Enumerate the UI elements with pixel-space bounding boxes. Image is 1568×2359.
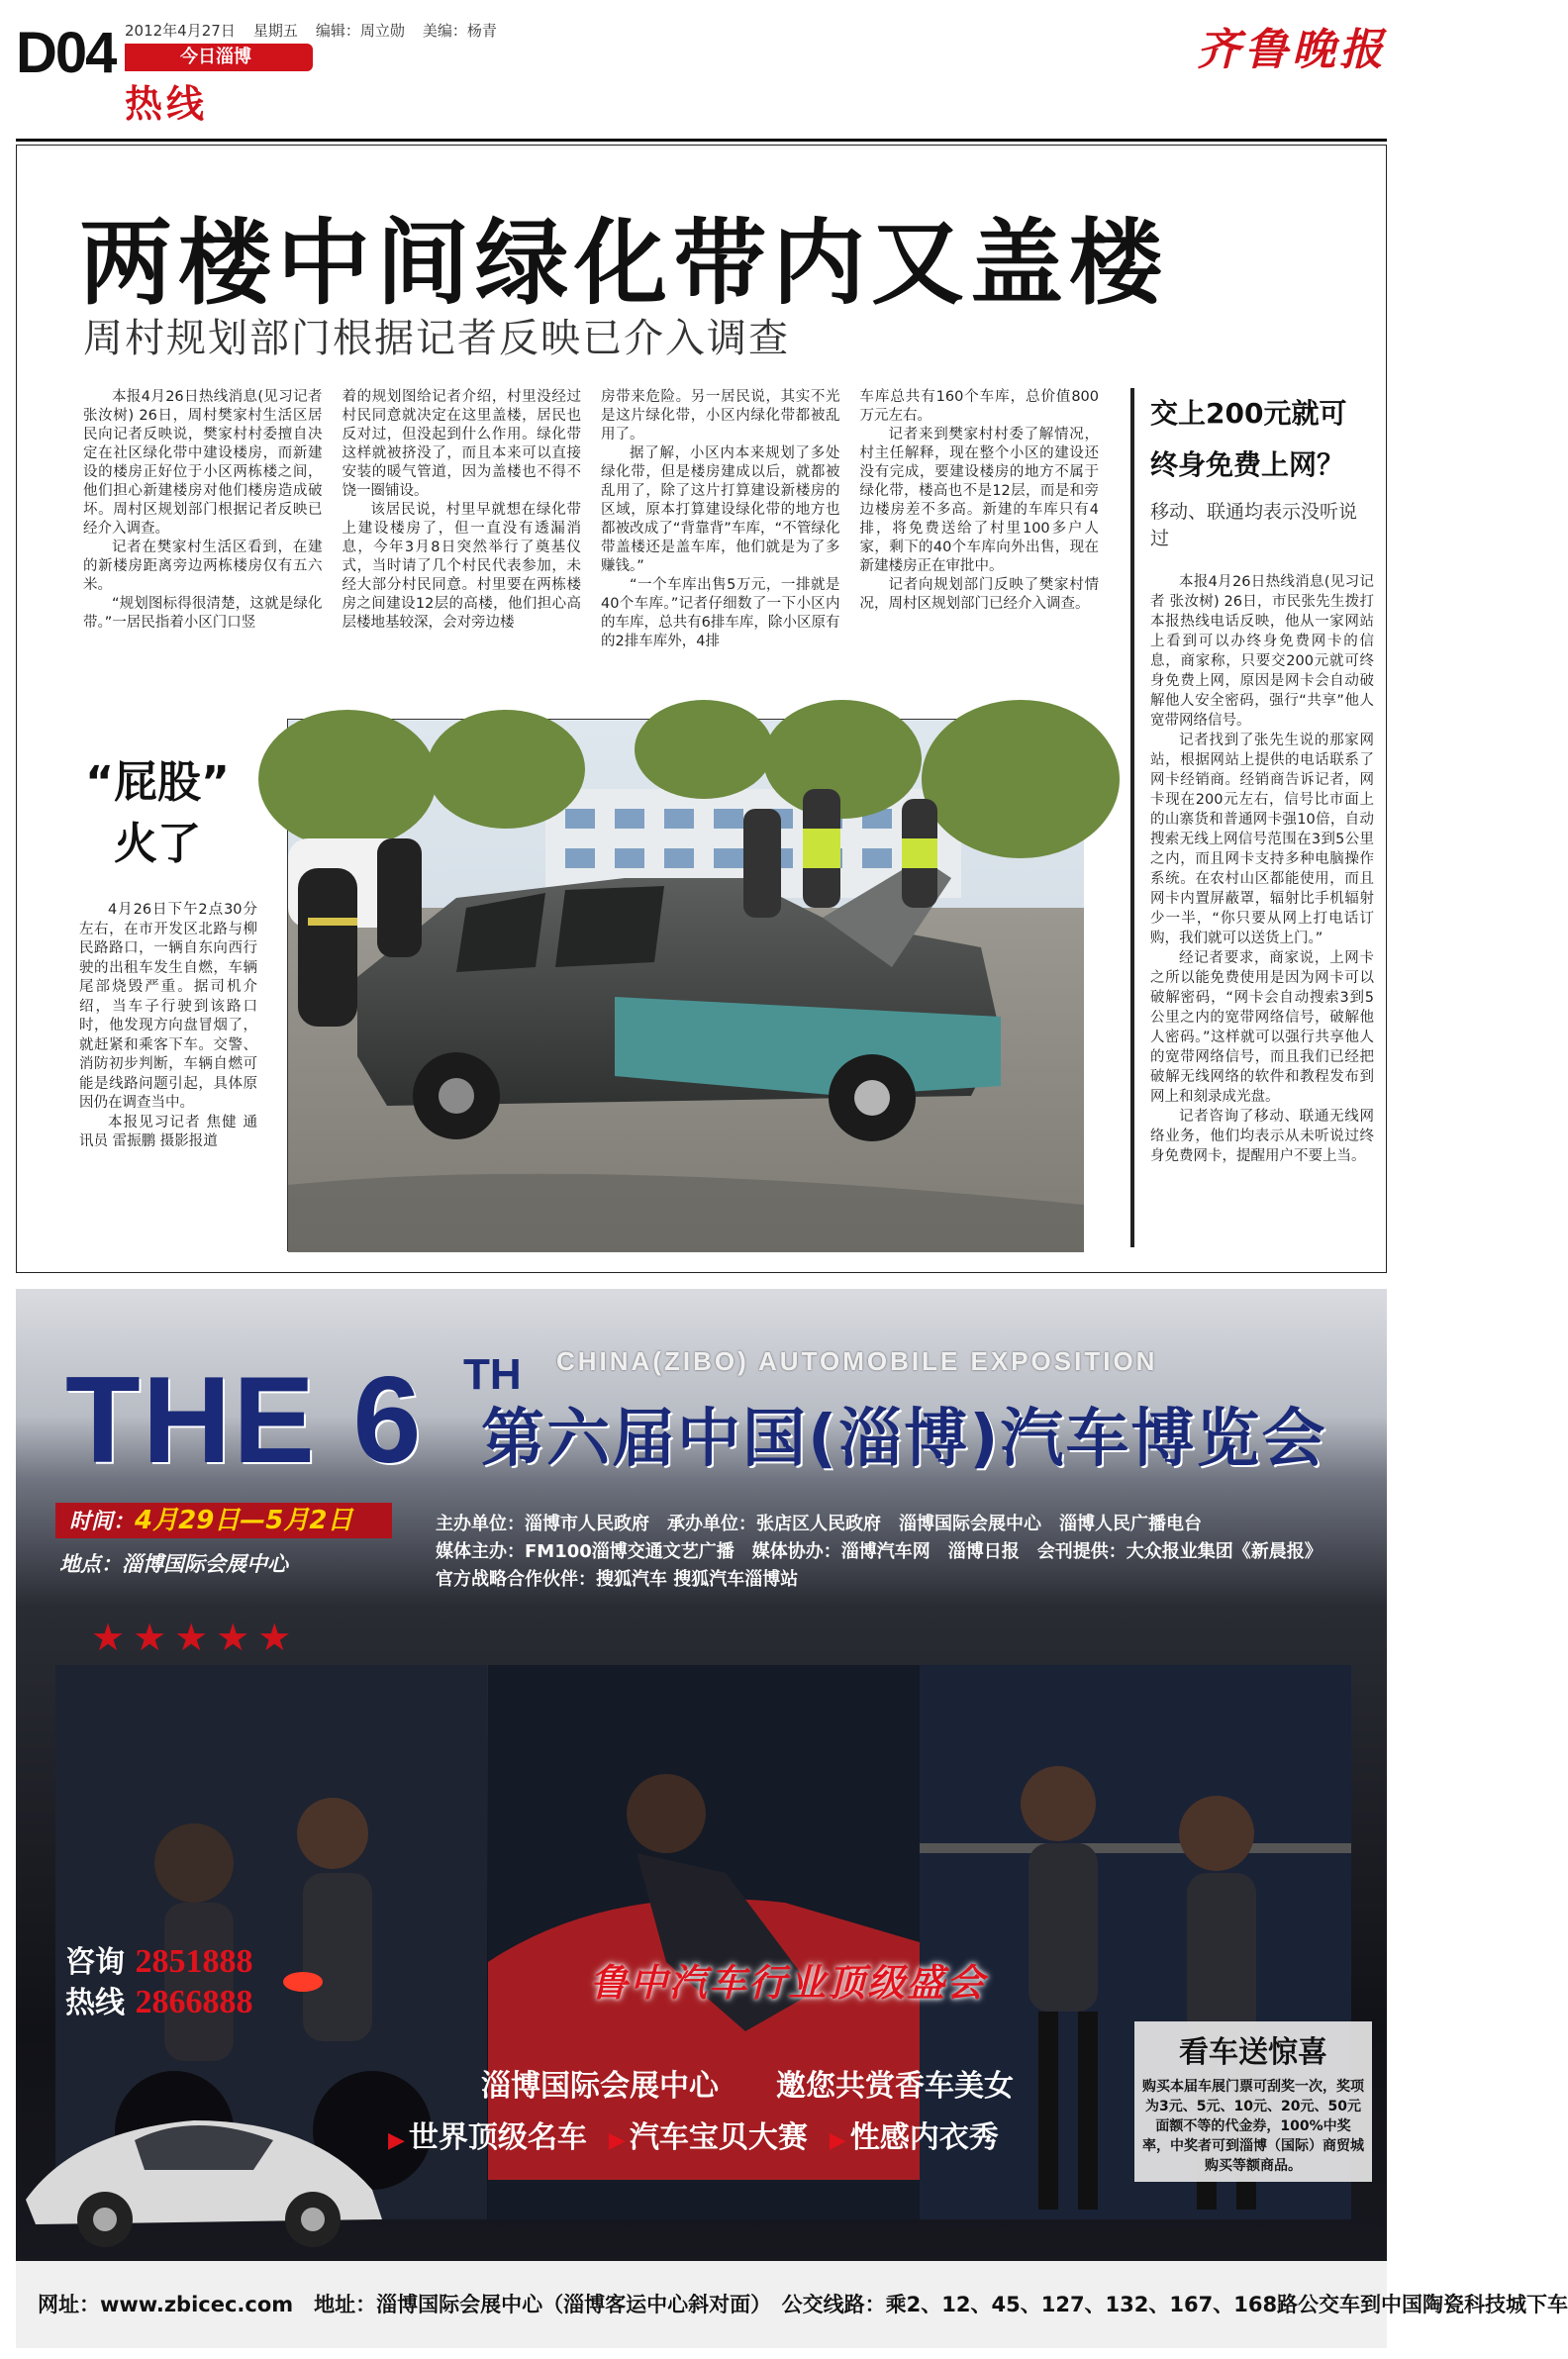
ad-english-title: CHINA(ZIBO) AUTOMOBILE EXPOSITION: [556, 1346, 1158, 1376]
ad-gift-body: 购买本届车展门票可刮奖一次，奖项为3元、5元、10元、20元、50元面额不等的代金券，100%中奖率，中奖者可到淄博（国际）商贸城购买等额商品。: [1142, 2079, 1364, 2174]
article-column-2: [343, 388, 582, 685]
burned-car-photo: [287, 719, 1083, 1251]
photo-credit: 本报见习记者 焦健 通讯员 雷振鹏 摄影报道: [79, 1114, 257, 1149]
ad-venue: 淄博国际会展中心: [481, 2069, 719, 2104]
side-article: [1150, 388, 1374, 1166]
issue-date: 2012年4月27日: [125, 22, 236, 40]
photo-title-line: 火了: [114, 819, 201, 869]
editor-credit: 编辑：周立勋: [315, 22, 405, 40]
ad-feature-item: ▶ 性感内衣秀: [830, 2113, 999, 2156]
auto-expo-advertisement: [16, 1289, 1568, 2348]
side-article-body: [1150, 572, 1374, 1166]
ad-chinese-title: 第六届中国(淄博)汽车博览会: [481, 1403, 1327, 1476]
article-column-3: [601, 388, 840, 685]
consult-label: 咨询: [65, 1945, 125, 1980]
ad-organizer-line: 主办单位：淄博市人民政府 承办单位：张店区人民政府 淄博国际会展中心 淄博人民广播电台: [436, 1514, 1202, 1534]
article-column-4: [860, 388, 1100, 685]
paragraph: “一个车库出售5万元，一排就是40个车库。”记者仔细数了一下小区内的车库，总共有6排车库，除小区原有的2排车库外，4排: [601, 577, 840, 649]
ad-organizers: [436, 1511, 1366, 1594]
ad-contact: [65, 1942, 252, 2023]
ad-features: [388, 2113, 999, 2156]
paragraph: 记者来到樊家村村委了解情况，村主任解释，现在整个小区的建设还没有完成，要建设楼房的地方不属于绿化带，楼高也不是12层，而是和旁边楼房差不多高。新建的车库只有4排，将免费送给了村里100多户人家，剩下的40个车库向外出售，现在新建楼房正在审批中。: [859, 427, 1099, 574]
side-headline: 交上200元就可终身免费上网？: [1150, 397, 1347, 481]
paragraph: 据了解，小区内本来规划了多处绿化带，但是楼房建成以后，就都被乱用了，除了这片打算建设新楼房的区域，原本打算建设绿化带的地方也都被改成了“背靠背”车库，“不管绿化带盖楼还是盖车库，他们就是为了多赚钱。”: [601, 445, 840, 574]
masthead-logo: 齐鲁晚报: [1197, 25, 1387, 75]
paragraph: 房带来危险。另一居民说，其实不光是这片绿化带，小区内绿化带都被乱用了。: [601, 389, 840, 442]
paragraph: 本报4月26日热线消息(见习记者 张汝树) 26日，市民张先生拨打本报热线电话反映，他从一家网站上看到可以办终身免费网卡的信息，商家称，只要交200元就可终身免费上网，原因是网卡会自动破解他人安全密码，强行“共享”他人宽带网络信号。: [1150, 574, 1374, 729]
ad-big-title: THE 6: [65, 1352, 424, 1489]
paragraph: 记者找到了张先生说的那家网站，根据网站上提供的电话联系了网卡经销商。经销商告诉记者，网卡现在200元左右，信号比市面上的山寨货和普通网卡强10倍，自动搜索无线上网信号范围在3到5公里之内，而且网卡支持多种电脑操作系统。在农村山区都能使用，而且网卡内置屏蔽罩，辐射比手机辐射少一半，“你只要从网上打电话订购，我们就可以送货上门。”: [1150, 733, 1374, 946]
paragraph: 本报4月26日热线消息(见习记者 张汝树) 26日，周村樊家村生活区居民向记者反映说，樊家村村委擅自决定在社区绿化带中建设楼房，而新建设的楼房正好位于小区两栋楼之间，他们担心新建楼房对他们楼房造成破坏。周村区规划部门根据记者反映已经介入调查。: [83, 389, 323, 537]
section-tag: 今日淄博: [125, 44, 313, 71]
main-article-body: [83, 388, 1099, 685]
ad-stars: ★★★★★: [91, 1616, 300, 1659]
paragraph: 4月26日下午2点30分左右，在市开发区北路与柳民路路口，一辆自东向西行驶的出租车发生自燃，车辆尾部烧毁严重。据司机介绍，当车子行驶到该路口时，他发现方向盘冒烟了，就赶紧和乘客下车。交警、消防初步判断，车辆自燃可能是线路问题引起，具体原因仍在调查当中。: [79, 902, 257, 1111]
ad-place: 地点：淄博国际会展中心: [59, 1552, 288, 1576]
ad-feature-item: ▶ 汽车宝贝大赛: [609, 2113, 808, 2156]
main-subhead: 周村规划部门根据记者反映已介入调查: [83, 316, 790, 361]
sports-car-image: [16, 2081, 392, 2249]
page-header: [0, 0, 1403, 139]
ad-time: [55, 1503, 392, 1538]
issue-weekday: 星期五: [252, 22, 298, 40]
photo-story-body: [79, 901, 257, 1152]
ad-feature-item: ▶ 世界顶级名车: [388, 2113, 587, 2156]
consult-phone: 2851888: [135, 1943, 253, 1980]
ad-gift-title: 看车送惊喜: [1179, 2035, 1327, 2070]
hotline-label: 热线: [65, 1986, 125, 2020]
page-number: D04: [16, 21, 116, 85]
ad-invite: 邀您共赏香车美女: [776, 2069, 1014, 2104]
ad-title-superscript: TH: [463, 1350, 522, 1399]
paragraph: 记者向规划部门反映了樊家村情况，周村区规划部门已经介入调查。: [859, 577, 1099, 612]
ad-time-value: 4月29日—5月2日: [135, 1506, 353, 1535]
paragraph: 着的规划图给记者介绍，村里没经过村民同意就决定在这里盖楼，居民也反对过，但没起到什么作用。绿化带这样就被挤没了，而且本来可以直接安装的暖气管道，因为盖楼也不得不饶一圈铺设。: [342, 389, 581, 499]
header-meta: [125, 20, 497, 41]
paragraph: 经记者要求，商家说，上网卡之所以能免费使用是因为网卡可以破解密码，“网卡会自动搜索3到5公里之内的宽带网络信号，破解他人密码。”这样就可以强行共享他人的宽带网络信号，而且我们已经把破解无线网络的软件和教程发布到网上和刻录成光盘。: [1150, 950, 1374, 1105]
paragraph: 记者咨询了移动、联通无线网络业务，他们均表示从未听说过终身免费网卡，提醒用户不要上当。: [1150, 1109, 1374, 1164]
burned-car-image: [288, 720, 1084, 1252]
ad-organizer-line: 媒体主办：FM100淄博交通文艺广播 媒体协办：淄博汽车网 淄博日报 会刊提供：大众报业集团《新晨报》: [436, 1541, 1323, 1562]
paragraph: 记者在樊家村生活区看到，在建的新楼房距离旁边两栋楼房仅有五六米。: [83, 540, 323, 593]
paragraph: 该居民说，村里早就想在绿化带上建设楼房了，但一直没有透漏消息，今年3月8日突然举行了奠基仪式，当时请了几个村民代表参加，未经大部分村民同意。村里要在两栋楼房之间建设12层的高楼，他们担心高层楼地基较深，会对旁边楼: [342, 502, 581, 631]
hotline-phone: 2866888: [135, 1984, 253, 2020]
ad-footer: 网址：www.zbicec.com 地址：淄博国际会展中心（淄博客运中心斜对面） 公交线路：乘2、12、45、127、132、167、168路公交车到中国陶瓷科技城下车: [16, 2261, 1387, 2348]
ad-organizer-line: 官方战略合作伙伴：搜狐汽车 搜狐汽车淄博站: [436, 1569, 799, 1590]
header-rule: [16, 139, 1387, 142]
designer-credit: 美编：杨青: [422, 22, 497, 40]
photo-title-line: “屁股”: [85, 757, 230, 808]
main-headline: 两楼中间绿化带内又盖楼: [79, 209, 1169, 318]
paragraph: 车库总共有160个车库，总价值800万元左右。: [859, 389, 1099, 424]
side-column-rule: [1130, 388, 1134, 1247]
section-name: 热线: [125, 82, 209, 126]
paragraph: “规划图标得很清楚，这就是绿化带。”一居民指着小区门口竖: [83, 596, 323, 631]
ad-time-label: 时间：: [69, 1510, 136, 1534]
side-subhead: 移动、联通均表示没听说过: [1150, 501, 1358, 549]
ad-gift-box: [1134, 2021, 1372, 2182]
photo-story-title: [73, 752, 242, 875]
article-column-1: [83, 388, 323, 685]
ad-banner-slogan: 鲁中汽车行业顶级盛会: [590, 1961, 987, 2005]
